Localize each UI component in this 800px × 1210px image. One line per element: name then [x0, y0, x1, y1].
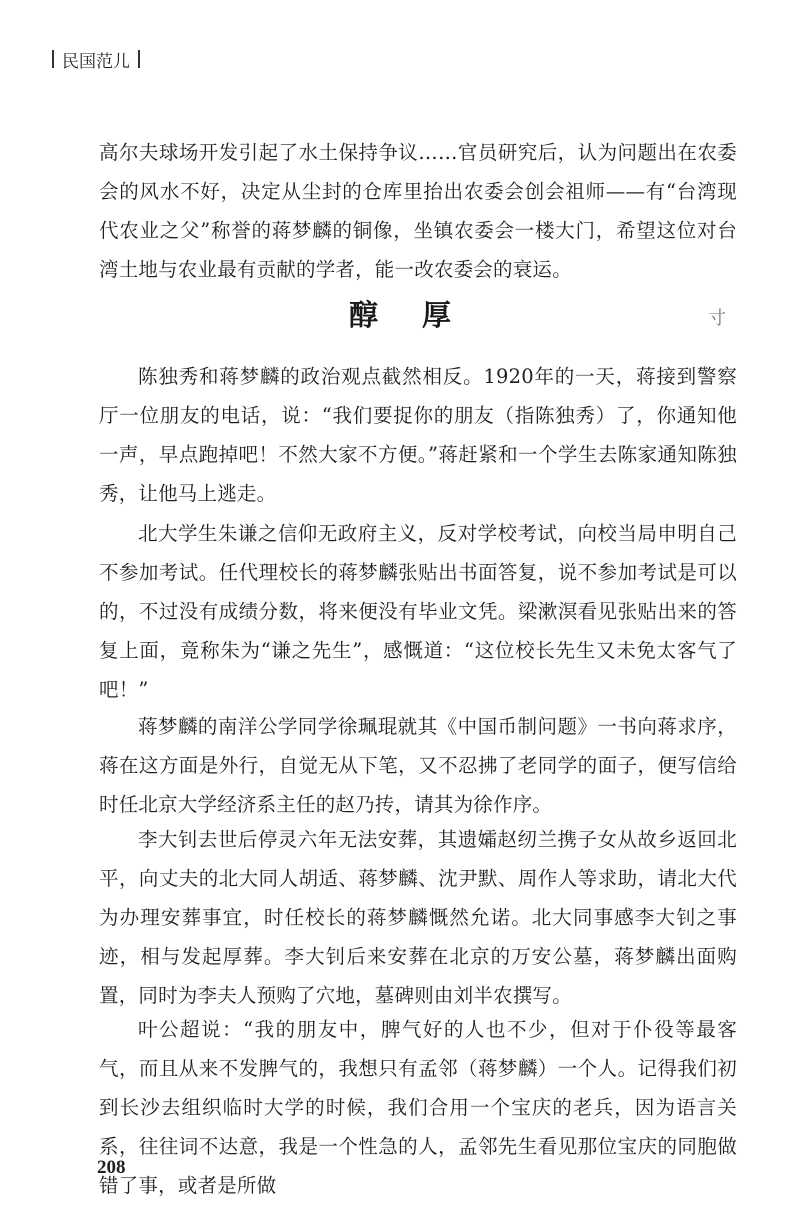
paragraph-chen-duxiu: 陈独秀和蒋梦麟的政治观点截然相反。1920年的一天，蒋接到警察厅一位朋友的电话，说：“我们要捉你的朋友（指陈独秀）了，你通知他一声，早点跑掉吧！不然大家不方便。”蒋赶紧和一个学生去陈家通知陈独秀，让他马上逃走。 [99, 365, 737, 505]
running-head-left-rule [52, 50, 54, 68]
paragraph-zhu-qianzhi: 北大学生朱谦之信仰无政府主义，反对学校考试，向校当局申明自己不参加考试。任代理校长的蒋梦麟张贴出书面答复，说不参加考试是可以的，不过没有成绩分数，将来便没有毕业文凭。梁漱溟看见张贴出来的答复上面，竟称朱为“谦之先生”，感慨道：“这位校长先生又未免太客气了吧！” [99, 522, 737, 701]
section-heading-text: 醇厚 [348, 298, 495, 332]
section-heading [0, 290, 800, 340]
running-head-right-rule [138, 50, 140, 68]
margin-mark: 寸 [708, 308, 726, 329]
running-head [44, 44, 148, 74]
page-number: 208 [97, 1157, 126, 1178]
running-head-title: 民国范儿 [62, 51, 130, 72]
paragraph-golf-course: 高尔夫球场开发引起了水土保持争议……官员研究后，认为问题出在农委会的风水不好，决定从尘封的仓库里抬出农委会创会祖师——有“台湾现代农业之父”称誉的蒋梦麟的铜像，坐镇农委会一楼大门，希望这位对台湾土地与农业最有贡献的学者，能一改农委会的衰运。 [99, 141, 737, 281]
paragraph-li-dazhao: 李大钊去世后停灵六年无法安葬，其遗孀赵纫兰携子女从故乡返回北平，向丈夫的北大同人胡适、蒋梦麟、沈尹默、周作人等求助，请北大代为办理安葬事宜，时任校长的蒋梦麟慨然允诺。北大同事感李大钊之事迹，相与发起厚葬。李大钊后来安葬在北京的万安公墓，蒋梦麟出面购置，同时为李夫人预购了穴地，墓碑则由刘半农撰写。 [99, 828, 737, 1007]
paragraph-ye-gongchao: 叶公超说：“我的朋友中，脾气好的人也不少，但对于仆役等最客气，而且从来不发脾气的，我想只有孟邻（蒋梦麟）一个人。记得我们初到长沙去组织临时大学的时候，我们合用一个宝庆的老兵，因为语言关系，往往词不达意，我是一个性急的人，孟邻先生看见那位宝庆的同胞做错了事，或者是所做 [99, 1018, 737, 1197]
paragraph-xu-peikun: 蒋梦麟的南洋公学同学徐珮琨就其《中国币制问题》一书向蒋求序，蒋在这方面是外行，自觉无从下笔，又不忍拂了老同学的面子，便写信给时任北京大学经济系主任的赵乃抟，请其为徐作序。 [99, 715, 737, 816]
